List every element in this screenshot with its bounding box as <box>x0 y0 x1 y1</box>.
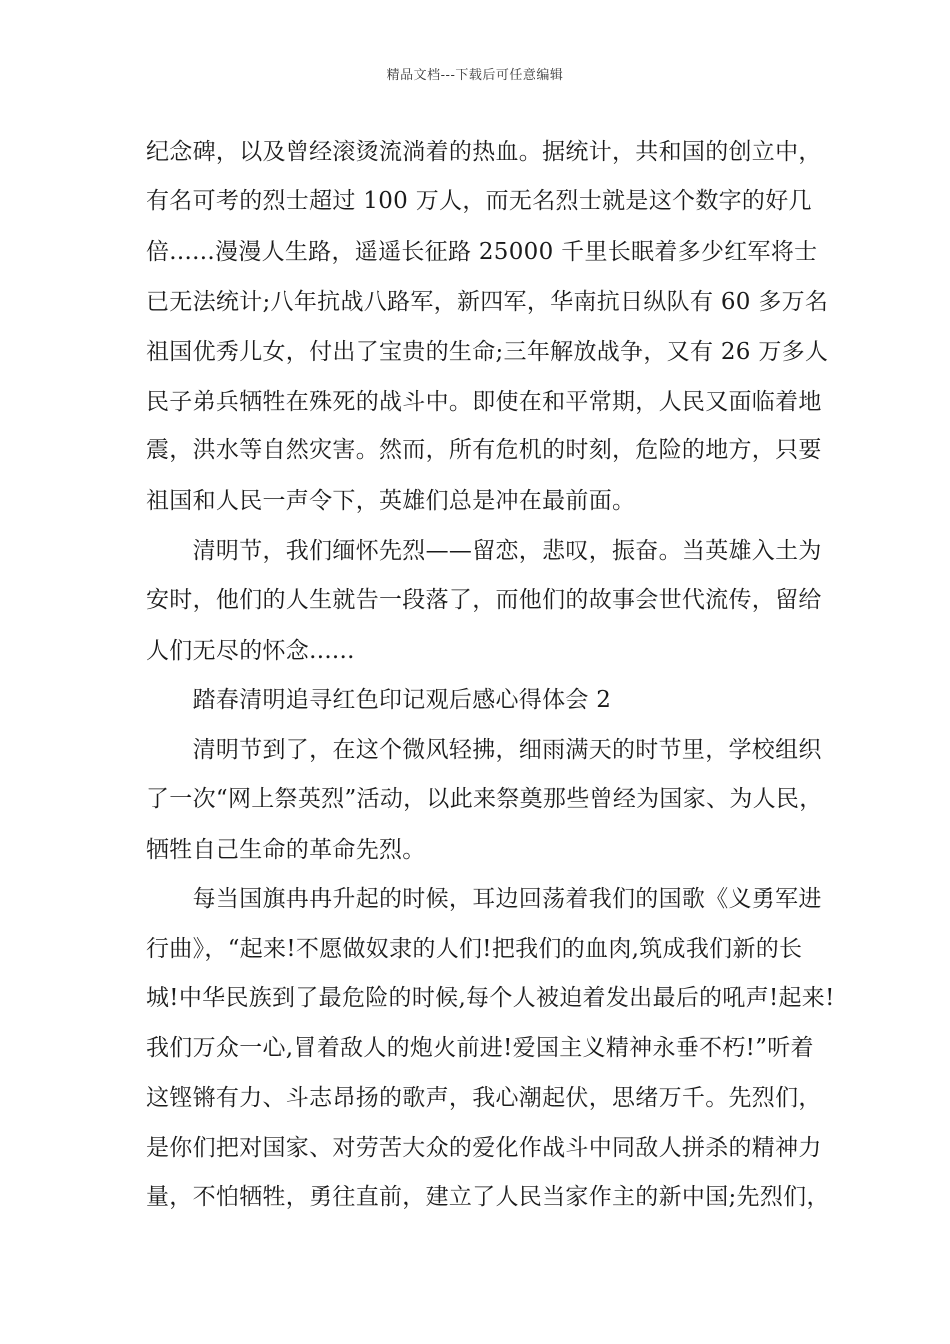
text-line: 安时，他们的人生就告一段落了，而他们的故事会世代流传，留给 <box>146 587 822 613</box>
text-line: 城!中华民族到了最危险的时候,每个人被迫着发出最后的吼声!起来! <box>146 985 835 1011</box>
text-line: 祖国和人民一声令下，英雄们总是冲在最前面。 <box>146 488 636 514</box>
text-line: 每当国旗冉冉升起的时候，耳边回荡着我们的国歌《义勇军进 <box>146 886 822 912</box>
text-line: 了一次“网上祭英烈”活动，以此来祭奠那些曾经为国家、为人民， <box>146 786 823 812</box>
text-line: 人们无尽的怀念...... <box>146 638 355 664</box>
text-line: 这铿锵有力、斗志昂扬的歌声，我心潮起伏，思绪万千。先烈们， <box>146 1085 822 1111</box>
text-line: 震，洪水等自然灾害。然而，所有危机的时刻，危险的地方，只要 <box>146 437 822 463</box>
text-line: 行曲》，“起来!不愿做奴隶的人们!把我们的血肉,筑成我们新的长 <box>146 936 803 962</box>
page-header: 精品文档---下载后可任意编辑 <box>386 68 564 83</box>
text-line: 倍......漫漫人生路，遥遥长征路 25000 千里长眠着多少红军将士 <box>146 239 818 265</box>
text-line: 已无法统计;八年抗战八路军，新四军，华南抗日纵队有 60 多万名 <box>146 289 829 315</box>
text-line: 清明节，我们缅怀先烈——留恋，悲叹，振奋。当英雄入土为 <box>146 538 822 564</box>
section-heading: 踏春清明追寻红色印记观后感心得体会 2 <box>146 687 612 713</box>
text-line: 民子弟兵牺牲在殊死的战斗中。即使在和平常期，人民又面临着地 <box>146 389 822 415</box>
text-line: 是你们把对国家、对劳苦大众的爱化作战斗中同敌人拼杀的精神力 <box>146 1135 822 1161</box>
text-line: 纪念碑，以及曾经滚烫流淌着的热血。据统计，共和国的创立中， <box>146 139 822 165</box>
text-line: 祖国优秀儿女，付出了宝贵的生命;三年解放战争，又有 26 万多人 <box>146 339 829 365</box>
text-line: 清明节到了，在这个微风轻拂，细雨满天的时节里，学校组织 <box>146 737 822 763</box>
text-line: 牺牲自己生命的革命先烈。 <box>146 837 426 863</box>
text-line: 有名可考的烈士超过 100 万人，而无名烈士就是这个数字的好几 <box>146 188 812 214</box>
text-line: 我们万众一心,冒着敌人的炮火前进!爱国主义精神永垂不朽!”听着 <box>146 1035 814 1061</box>
text-line: 量，不怕牺牲，勇往直前，建立了人民当家作主的新中国;先烈们， <box>146 1184 830 1210</box>
